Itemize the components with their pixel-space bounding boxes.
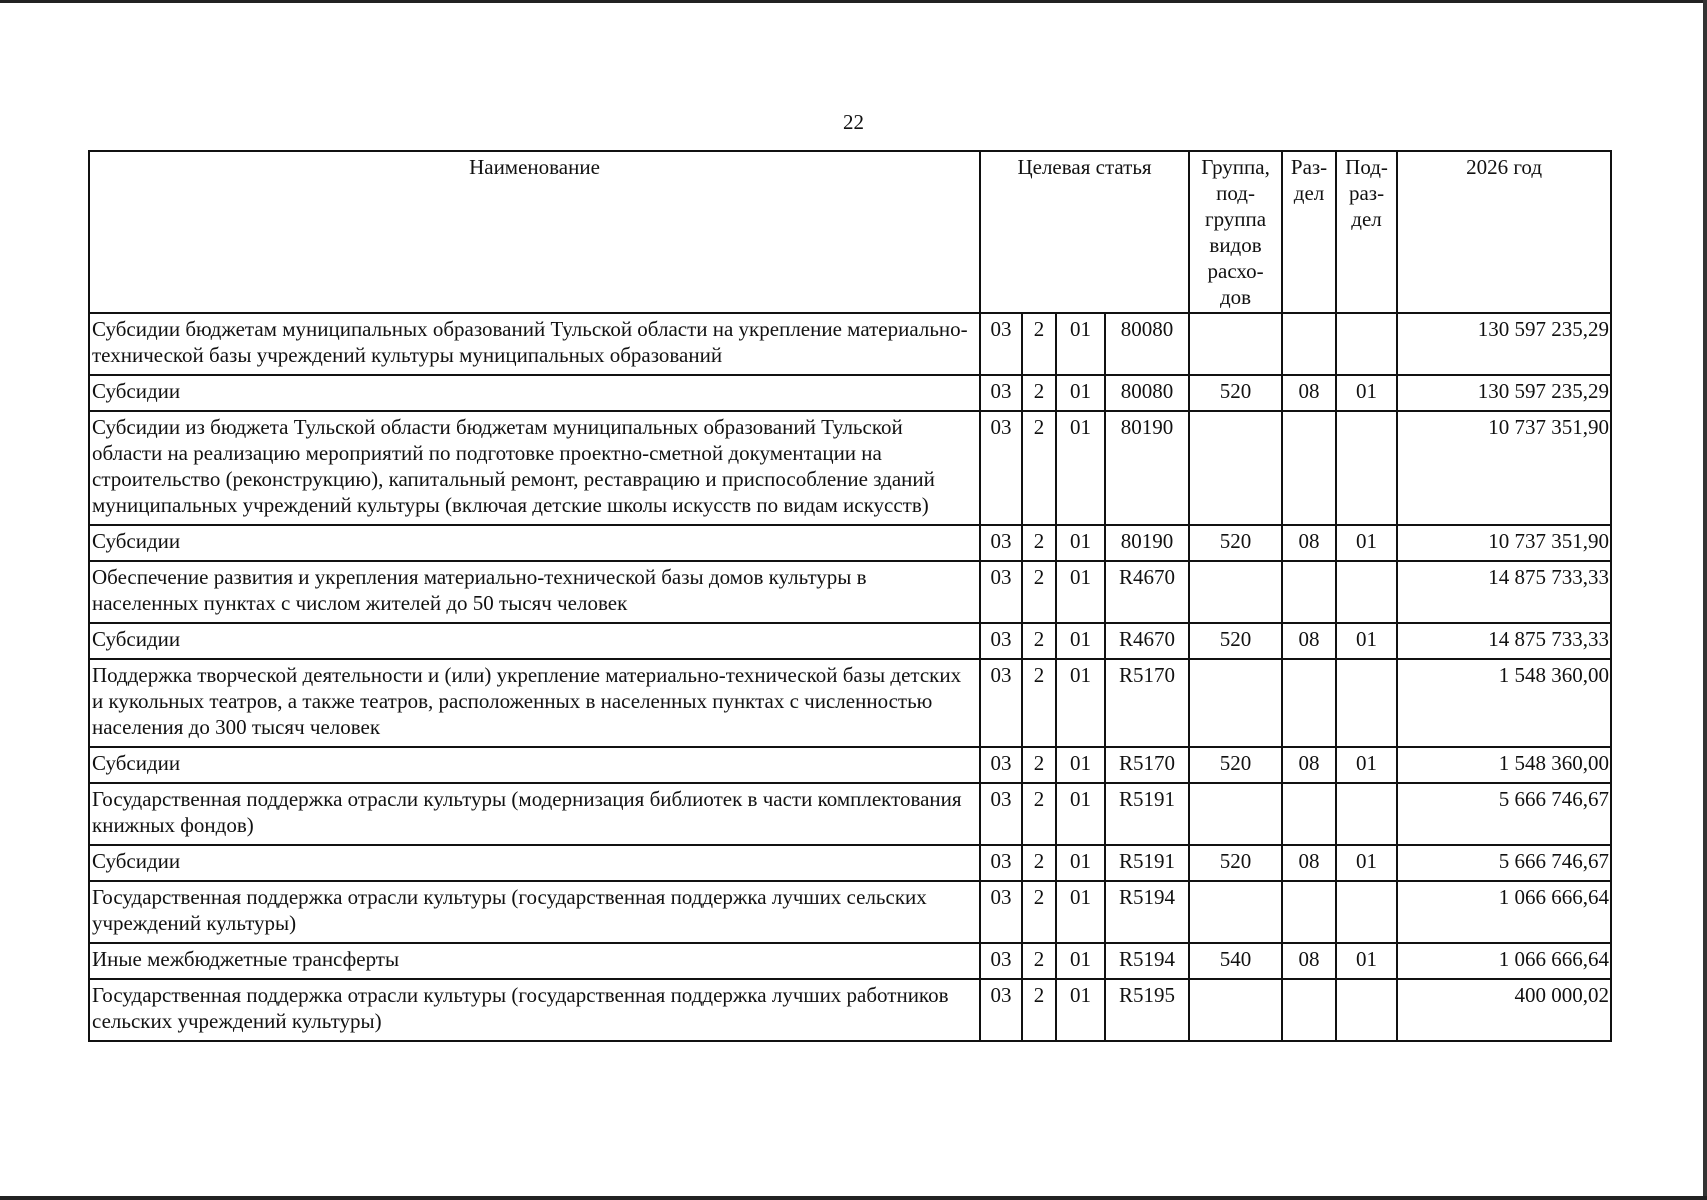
table-row [89,881,1611,943]
row-name: Субсидии [89,845,980,881]
section: 08 [1282,845,1336,881]
expense-group [1189,659,1282,747]
subsection [1336,783,1397,845]
header-target-article: Целевая статья [980,151,1189,313]
target-code-1: 03 [980,623,1022,659]
target-code-2: 2 [1022,313,1056,375]
target-code-2: 2 [1022,881,1056,943]
section: 08 [1282,623,1336,659]
row-name: Государственная поддержка отрасли культуры (государственная поддержка лучших сельских учреждений культуры) [89,881,980,943]
target-code-3: 01 [1056,881,1105,943]
header-year: 2026 год [1397,151,1611,313]
table-header-row [89,151,1611,313]
table-row [89,845,1611,881]
table-row [89,561,1611,623]
section [1282,561,1336,623]
subsection [1336,881,1397,943]
target-code-3: 01 [1056,525,1105,561]
target-code-1: 03 [980,659,1022,747]
row-name: Поддержка творческой деятельности и (или) укрепление материально-технической базы детских и кукольных театров, а также театров, расположенных в населенных пунктах с численностью населения до 300 тысяч человек [89,659,980,747]
target-code-3: 01 [1056,659,1105,747]
target-code-4: R5191 [1105,783,1189,845]
target-code-3: 01 [1056,943,1105,979]
row-name: Субсидии [89,525,980,561]
subsection: 01 [1336,845,1397,881]
target-code-2: 2 [1022,411,1056,525]
target-code-2: 2 [1022,747,1056,783]
amount-2026: 14 875 733,33 [1397,623,1611,659]
target-code-3: 01 [1056,313,1105,375]
section: 08 [1282,525,1336,561]
subsection [1336,979,1397,1041]
section [1282,411,1336,525]
row-name: Субсидии бюджетам муниципальных образований Тульской области на укрепление материально-технической базы учреждений культуры муниципальных образований [89,313,980,375]
header-name: Наименование [89,151,980,313]
table-row [89,623,1611,659]
page-number: 22 [843,110,864,134]
target-code-4: R5170 [1105,747,1189,783]
subsection: 01 [1336,747,1397,783]
target-code-4: R5170 [1105,659,1189,747]
expense-group [1189,979,1282,1041]
target-code-2: 2 [1022,845,1056,881]
target-code-4: 80190 [1105,411,1189,525]
table-row [89,313,1611,375]
target-code-1: 03 [980,845,1022,881]
target-code-1: 03 [980,747,1022,783]
subsection: 01 [1336,943,1397,979]
table-row [89,943,1611,979]
amount-2026: 5 666 746,67 [1397,783,1611,845]
target-code-4: R4670 [1105,561,1189,623]
target-code-1: 03 [980,375,1022,411]
section [1282,881,1336,943]
expense-group [1189,411,1282,525]
table-row [89,979,1611,1041]
section [1282,313,1336,375]
table-row [89,659,1611,747]
target-code-1: 03 [980,411,1022,525]
section: 08 [1282,375,1336,411]
target-code-1: 03 [980,979,1022,1041]
amount-2026: 130 597 235,29 [1397,313,1611,375]
target-code-3: 01 [1056,979,1105,1041]
header-subsection: Под- раз- дел [1336,151,1397,313]
target-code-1: 03 [980,881,1022,943]
target-code-3: 01 [1056,375,1105,411]
target-code-4: 80190 [1105,525,1189,561]
row-name: Субсидии [89,375,980,411]
table-row [89,783,1611,845]
target-code-1: 03 [980,783,1022,845]
target-code-3: 01 [1056,561,1105,623]
scan-edge-top [0,0,1707,3]
target-code-4: R5194 [1105,943,1189,979]
subsection [1336,659,1397,747]
table-row [89,747,1611,783]
target-code-1: 03 [980,525,1022,561]
subsection: 01 [1336,525,1397,561]
target-code-4: 80080 [1105,375,1189,411]
subsection: 01 [1336,623,1397,659]
target-code-2: 2 [1022,561,1056,623]
expense-group: 520 [1189,623,1282,659]
subsection: 01 [1336,375,1397,411]
expense-group [1189,313,1282,375]
amount-2026: 400 000,02 [1397,979,1611,1041]
row-name: Государственная поддержка отрасли культуры (модернизация библиотек в части комплектования книжных фондов) [89,783,980,845]
table-row [89,411,1611,525]
row-name: Обеспечение развития и укрепления материально-технической базы домов культуры в населенных пунктах с числом жителей до 50 тысяч человек [89,561,980,623]
subsection [1336,561,1397,623]
subsection [1336,313,1397,375]
target-code-2: 2 [1022,979,1056,1041]
amount-2026: 1 066 666,64 [1397,881,1611,943]
amount-2026: 130 597 235,29 [1397,375,1611,411]
expense-group [1189,783,1282,845]
section [1282,979,1336,1041]
budget-table [88,150,1612,1042]
target-code-4: 80080 [1105,313,1189,375]
amount-2026: 10 737 351,90 [1397,525,1611,561]
section [1282,783,1336,845]
row-name: Субсидии из бюджета Тульской области бюджетам муниципальных образований Тульской области на реализацию мероприятий по подготовке проектно-сметной документации на строительство (реконструкцию), капитальный ремонт, реставрацию и приспособление зданий муниципальных учреждений культуры (включая детские школы искусств по видам искусств) [89,411,980,525]
row-name: Государственная поддержка отрасли культуры (государственная поддержка лучших работников сельских учреждений культуры) [89,979,980,1041]
target-code-4: R5194 [1105,881,1189,943]
scan-edge-bottom [0,1196,1707,1200]
scan-edge-right [1703,0,1707,1200]
target-code-2: 2 [1022,659,1056,747]
target-code-3: 01 [1056,623,1105,659]
target-code-1: 03 [980,313,1022,375]
amount-2026: 1 548 360,00 [1397,747,1611,783]
subsection [1336,411,1397,525]
target-code-2: 2 [1022,525,1056,561]
section: 08 [1282,943,1336,979]
target-code-1: 03 [980,561,1022,623]
expense-group [1189,561,1282,623]
target-code-4: R4670 [1105,623,1189,659]
target-code-4: R5191 [1105,845,1189,881]
expense-group: 520 [1189,845,1282,881]
row-name: Субсидии [89,623,980,659]
amount-2026: 1 066 666,64 [1397,943,1611,979]
row-name: Субсидии [89,747,980,783]
amount-2026: 14 875 733,33 [1397,561,1611,623]
target-code-3: 01 [1056,783,1105,845]
amount-2026: 5 666 746,67 [1397,845,1611,881]
target-code-2: 2 [1022,783,1056,845]
header-section: Раз- дел [1282,151,1336,313]
target-code-3: 01 [1056,411,1105,525]
table-row [89,375,1611,411]
amount-2026: 1 548 360,00 [1397,659,1611,747]
expense-group: 520 [1189,525,1282,561]
target-code-2: 2 [1022,943,1056,979]
target-code-3: 01 [1056,845,1105,881]
row-name: Иные межбюджетные трансферты [89,943,980,979]
expense-group: 540 [1189,943,1282,979]
table-row [89,525,1611,561]
amount-2026: 10 737 351,90 [1397,411,1611,525]
target-code-3: 01 [1056,747,1105,783]
expense-group: 520 [1189,375,1282,411]
header-expense-group: Группа, под- группа видов расхо- дов [1189,151,1282,313]
target-code-2: 2 [1022,375,1056,411]
target-code-2: 2 [1022,623,1056,659]
target-code-1: 03 [980,943,1022,979]
section [1282,659,1336,747]
expense-group [1189,881,1282,943]
target-code-4: R5195 [1105,979,1189,1041]
expense-group: 520 [1189,747,1282,783]
section: 08 [1282,747,1336,783]
